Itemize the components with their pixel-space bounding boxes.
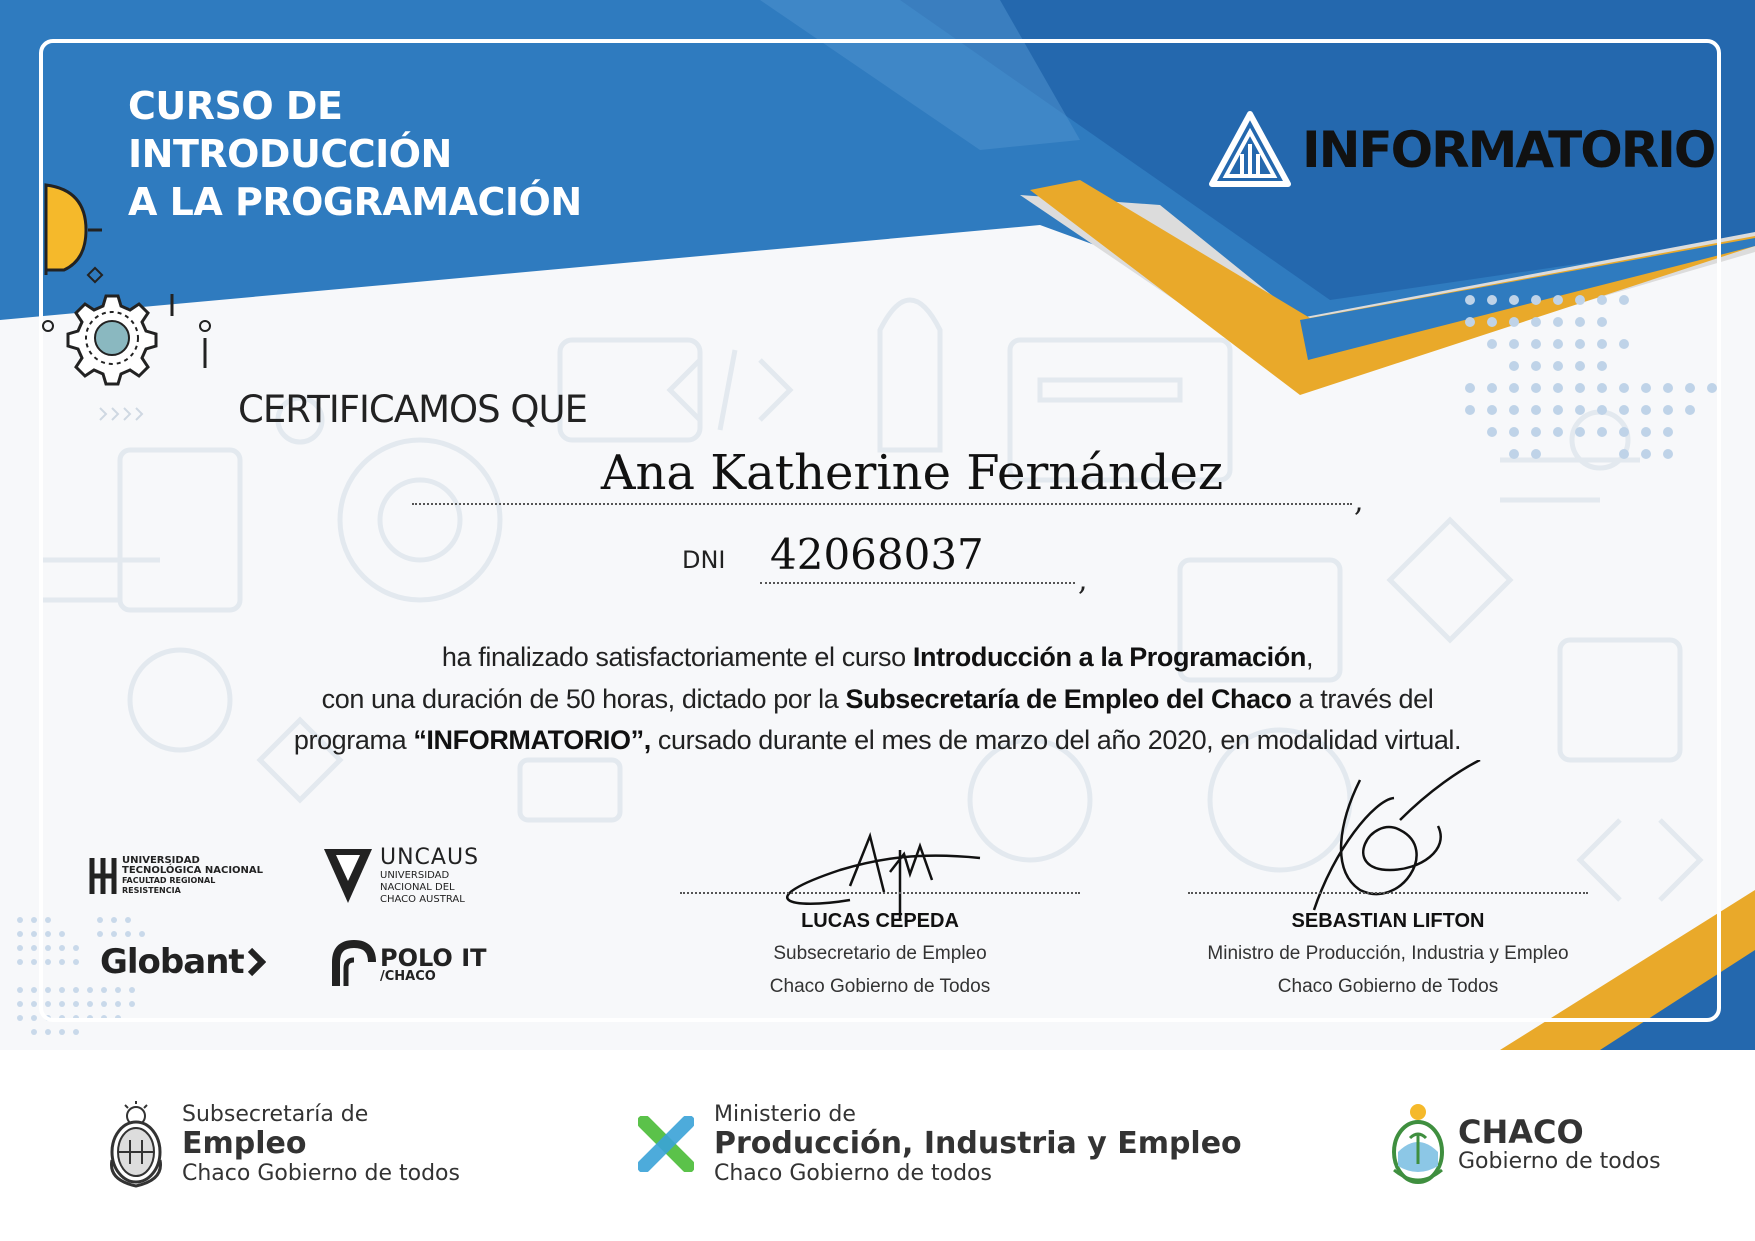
body-line-1 — [0, 642, 1755, 673]
footer-empleo — [106, 1100, 460, 1188]
signer-2-org: Chaco Gobierno de Todos — [1277, 976, 1499, 997]
uncaus-title: UNCAUS — [380, 845, 480, 870]
polo-it-logo — [332, 940, 487, 990]
utn-icon — [88, 856, 118, 896]
course-title-line-1: CURSO DE — [128, 84, 343, 128]
chaco-escudo-icon — [1388, 1100, 1448, 1188]
ministerio-top: Ministerio de — [714, 1102, 856, 1127]
chevron-right-icon — [246, 947, 266, 977]
globant-text: Globant — [100, 942, 244, 982]
lightbulb-icon — [38, 180, 108, 300]
signer-1-name: LUCAS CEPEDA — [801, 910, 959, 932]
utn-line-2: TECNOLÓGICA NACIONAL — [122, 865, 264, 876]
body-line-1-text: ha finalizado satisfactoriamente el curso — [441, 642, 913, 672]
body-line-1-end: , — [1305, 642, 1314, 672]
course-title — [128, 82, 582, 226]
gear-icon — [40, 290, 240, 430]
informatorio-logo-icon — [1208, 110, 1292, 190]
dni-underline — [760, 582, 1075, 584]
empleo-big: Empleo — [182, 1126, 307, 1161]
body-line-2 — [0, 684, 1755, 715]
polo-it-sub: /CHACO — [380, 969, 436, 984]
uncaus-sub-2: NACIONAL DEL — [380, 882, 455, 893]
recipient-name: Ana Katherine Fernández — [600, 445, 1224, 501]
chaco-big: CHACO — [1458, 1112, 1584, 1151]
uncaus-logo — [322, 845, 479, 906]
uncaus-icon — [322, 845, 374, 905]
polo-it-icon — [332, 940, 378, 990]
signer-1-org: Chaco Gobierno de Todos — [769, 976, 991, 997]
body-line-3 — [0, 725, 1755, 756]
body-line-2-end: a través del — [1291, 684, 1434, 714]
signer-1-role: Subsecretario de Empleo — [773, 943, 987, 964]
uncaus-sub-1: UNIVERSIDAD — [380, 870, 450, 881]
name-comma: , — [1354, 484, 1364, 519]
footer-chaco — [1388, 1100, 1661, 1188]
name-underline — [412, 503, 1352, 505]
program-name: “INFORMATORIO”, — [413, 725, 651, 755]
empleo-top: Subsecretaría de — [182, 1102, 369, 1127]
body-line-3-text: programa — [293, 725, 414, 755]
globant-logo — [100, 942, 266, 982]
utn-line-3: FACULTAD REGIONAL — [122, 876, 216, 885]
signature-line-2 — [1188, 892, 1588, 894]
chaco-bottom: Gobierno de todos — [1458, 1148, 1661, 1174]
dni-value: 42068037 — [770, 530, 984, 579]
informatorio-brand: INFORMATORIO — [1302, 121, 1715, 179]
issuer-name: Subsecretaría de Empleo del Chaco — [845, 684, 1292, 714]
utn-line-4: RESISTENCIA — [122, 886, 181, 895]
dni-comma: , — [1078, 563, 1088, 598]
course-name: Introducción a la Programación — [912, 642, 1306, 672]
informatorio-logo — [1208, 110, 1714, 190]
signature-lifton — [1300, 760, 1500, 930]
cross-icon — [638, 1116, 694, 1172]
ministerio-bottom: Chaco Gobierno de todos — [714, 1161, 992, 1186]
empleo-bottom: Chaco Gobierno de todos — [182, 1161, 460, 1186]
signer-2-name: SEBASTIAN LIFTON — [1291, 910, 1485, 932]
signature-line-1 — [680, 892, 1080, 894]
dni-label: DNI — [682, 546, 726, 574]
utn-logo — [88, 856, 263, 896]
course-title-line-3: A LA PROGRAMACIÓN — [128, 180, 582, 224]
uncaus-sub-3: CHACO AUSTRAL — [380, 894, 465, 905]
signer-2-role: Ministro de Producción, Industria y Empleo — [1207, 943, 1569, 964]
body-line-3-end: cursado durante el mes de marzo del año 2020, en modalidad virtual. — [650, 725, 1462, 755]
footer-ministerio — [638, 1102, 1242, 1186]
ministerio-big: Producción, Industria y Empleo — [714, 1126, 1242, 1161]
utn-line-1: UNIVERSIDAD — [122, 855, 200, 866]
polo-it-title: POLO IT — [380, 944, 487, 972]
course-title-line-2: INTRODUCCIÓN — [128, 132, 452, 176]
certify-label: CERTIFICAMOS QUE — [238, 388, 587, 431]
escudo-icon — [106, 1100, 166, 1188]
body-line-2-text: con una duración de 50 horas, dictado por la — [321, 684, 846, 714]
